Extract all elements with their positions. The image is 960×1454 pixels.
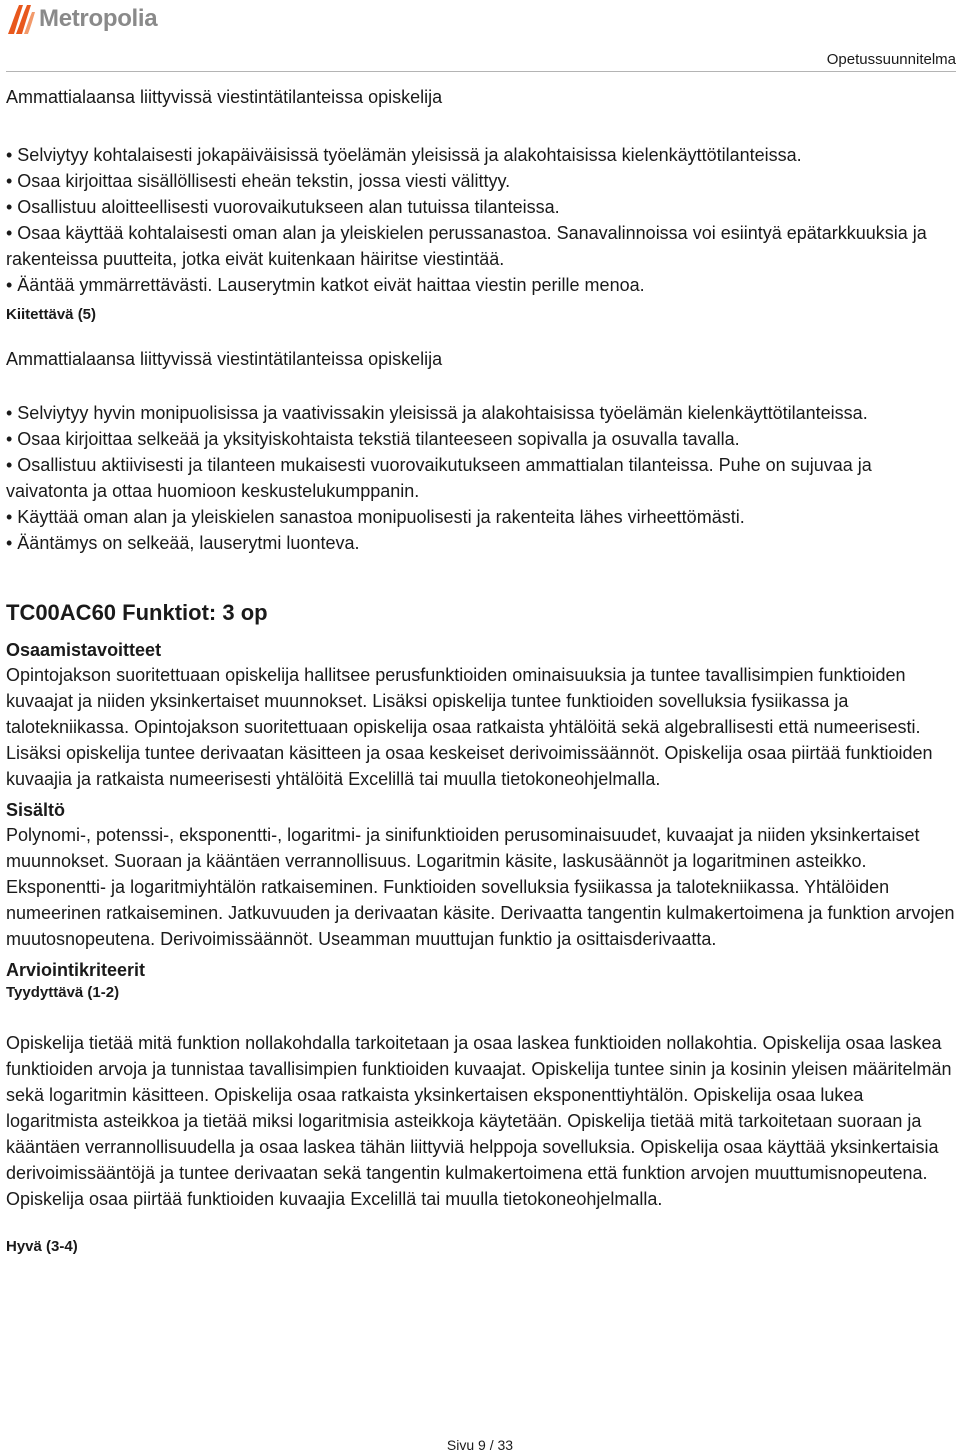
list-item: • Selviytyy kohtalaisesti jokapäiväisissä työelämän yleisissä ja alakohtaisissa kielenkäyttötilanteissa. bbox=[6, 145, 802, 165]
metropolia-logo bbox=[6, 2, 157, 36]
logo-text: Metropolia bbox=[39, 5, 158, 32]
grade-5-bullet-list bbox=[6, 400, 956, 556]
course-title: TC00AC60 Funktiot: 3 op bbox=[6, 600, 268, 625]
criteria-heading: Arviointikriteerit bbox=[6, 960, 146, 980]
list-item: • Osallistuu aloitteellisesti vuorovaikutukseen alan tutuissa tilanteissa. bbox=[6, 197, 560, 217]
list-item: • Osaa kirjoittaa selkeää ja yksityiskohtaista tekstiä tilanteeseen sopivalla ja osuvalla tavalla. bbox=[6, 429, 740, 449]
list-item: • Ääntämys on selkeää, lauserytmi luonteva. bbox=[6, 533, 360, 553]
prev-bullet-list bbox=[6, 142, 956, 298]
prev-intro: Ammattialaansa liittyvissä viestintätilanteissa opiskelija bbox=[6, 87, 443, 107]
page-header bbox=[0, 0, 960, 72]
metropolia-logo-icon bbox=[6, 2, 36, 36]
grade-1-2-text: Opiskelija tietää mitä funktion nollakohdalla tarkoitetaan ja osaa laskea funktioiden nollakohtia. Opiskelija osaa laskea funktioiden arvoja ja tunnistaa tavallisimpien funktioiden kuvaajat. Opiskelija tuntee sinin ja kosinin yleisen määritelmän sekä logaritmin käsitteen. Opiskelija osaa ratkaista yksinkertaisen eksponenttiyhtälön. Opiskelija osaa lukea logaritmista asteikkoa ja tietää miksi logaritmisia asteikkoja käytetään. Opiskelija tietää mitä tarkoitetaan suoraan ja kääntäen verrannollisuudella ja osaa laskea tähän liittyviä helppoja sovelluksia. Opiskelija osaa käyttää yksinkertaisia derivoimissääntöjä ja tuntee derivaatan sekä tangentin kulmakertoimena että funktion arvojen muuttumisnopeutena. Opiskelija osaa piirtää funktioiden kuvaajia Excelillä tai muulla tietokoneohjelmalla. bbox=[6, 1033, 952, 1209]
objectives-heading: Osaamistavoitteet bbox=[6, 640, 162, 660]
list-item: • Osaa käyttää kohtalaisesti oman alan ja yleiskielen perussanastoa. Sanavalinnoissa voi esiintyä epätarkkuuksia ja rakenteissa puutteita, jotka eivät kuitenkaan häiritse viestintää. bbox=[6, 223, 927, 269]
page-content bbox=[6, 84, 956, 1258]
content-text: Polynomi-, potenssi-, eksponentti-, logaritmi- ja sinifunktioiden perusominaisuudet, kuvaajat ja niiden yksinkertaiset muunnokset. Suoraan ja kääntäen verrannollisuus. Logaritmin käsite, laskusäännöt ja logaritminen asteikko. Eksponentti- ja logaritmiyhtälön ratkaiseminen. Funktioiden sovelluksia fysiikassa ja talotekniikassa. Yhtälöiden numeerinen ratkaiseminen. Jatkuvuuden ja derivaatan käsite. Derivaatta tangentin kulmakertoimena ja funktion arvojen muutosnopeutena. Derivoimissäännöt. Useamman muuttujan funktio ja osittaisderivaatta. bbox=[6, 825, 955, 949]
list-item: • Osallistuu aktiivisesti ja tilanteen mukaisesti vuorovaikutukseen ammattialan tilanteissa. Puhe on sujuvaa ja vaivatonta ja ottaa huomioon keskustelukumppanin. bbox=[6, 455, 872, 501]
list-item: • Osaa kirjoittaa sisällöllisesti eheän tekstin, jossa viesti välittyy. bbox=[6, 171, 511, 191]
grade-1-2-heading: Tyydyttävä (1-2) bbox=[6, 984, 120, 1001]
grade-3-4-heading: Hyvä (3-4) bbox=[6, 1238, 78, 1255]
document-type-label: Opetussuunnitelma bbox=[826, 51, 956, 68]
grade-5-heading: Kiitettävä (5) bbox=[6, 306, 97, 323]
list-item: • Käyttää oman alan ja yleiskielen sanastoa monipuolisesti ja rakenteita lähes virheettömästi. bbox=[6, 507, 745, 527]
objectives-text: Opintojakson suoritettuaan opiskelija hallitsee perusfunktioiden ominaisuuksia ja tuntee tavallisimpien funktioiden kuvaajat ja niiden yksinkertaiset muunnokset. Lisäksi opiskelija tuntee funktioiden sovelluksia fysiikassa ja talotekniikassa. Opintojakson suoritettuaan opiskelija osaa ratkaista yhtälöitä sekä algebrallisesti että numeerisesti. Lisäksi opiskelija tuntee derivaatan käsitteen ja osaa keskeiset derivoimissäännöt. Opiskelija osaa piirtää funktioiden kuvaajia ja ratkaista numeerisesti yhtälöitä Excelillä tai muulla tietokoneohjelmalla. bbox=[6, 665, 933, 789]
header-divider bbox=[6, 71, 956, 72]
list-item: • Ääntää ymmärrettävästi. Lauserytmin katkot eivät haittaa viestin perille menoa. bbox=[6, 275, 645, 295]
list-item: • Selviytyy hyvin monipuolisissa ja vaativissakin yleisissä ja alakohtaisissa työelämän kielenkäyttötilanteissa. bbox=[6, 403, 868, 423]
page-number: Sivu 9 / 33 bbox=[446, 1437, 514, 1453]
grade-5-intro: Ammattialaansa liittyvissä viestintätilanteissa opiskelija bbox=[6, 349, 443, 369]
content-heading: Sisältö bbox=[6, 800, 66, 820]
